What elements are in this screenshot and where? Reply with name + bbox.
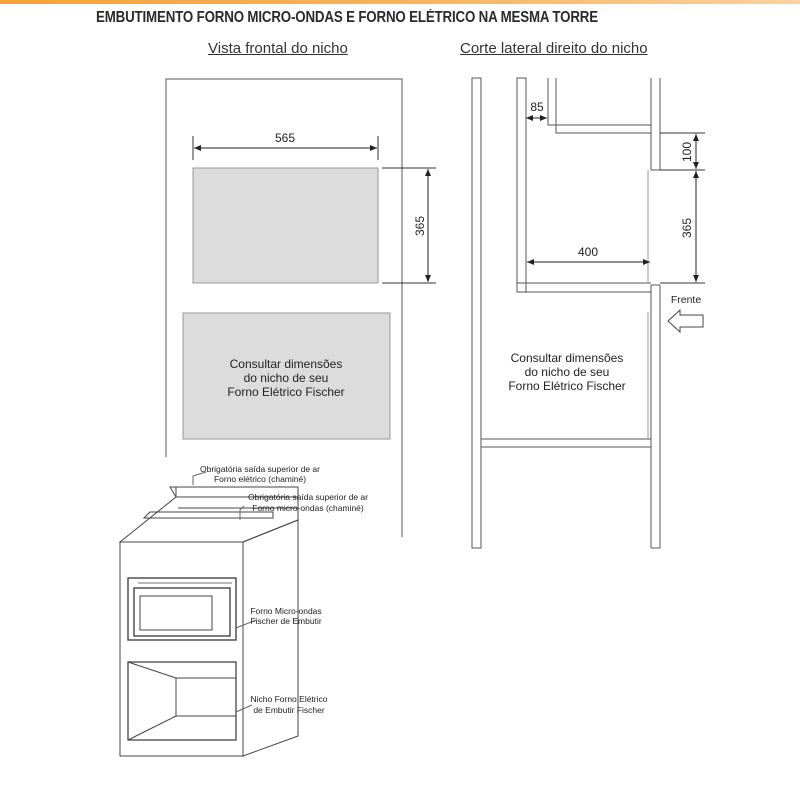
microwave-niche-panel xyxy=(193,168,378,283)
oven-exhaust-label-1: Obrigatória saída superior de ar xyxy=(199,464,321,474)
niche-label-1: Nicho Forno Elétrico xyxy=(250,694,328,704)
microwave-window xyxy=(140,596,212,630)
microwave-body xyxy=(128,578,236,640)
tower-front-face xyxy=(120,542,243,756)
tower-side-face xyxy=(243,520,298,756)
side-85-label: 85 xyxy=(530,100,544,114)
side-400-label: 400 xyxy=(577,245,599,259)
front-direction-arrow xyxy=(668,310,703,332)
side-100-label: 100 xyxy=(680,141,694,163)
microwave-label-1: Forno Micro-ondas xyxy=(250,606,322,616)
microwave-back-panel xyxy=(517,78,526,292)
side-365-label: 365 xyxy=(680,217,694,239)
page-title: EMBUTIMENTO FORNO MICRO-ONDAS E FORNO ELÉTRICO NA MESMA TORRE xyxy=(96,9,598,26)
microwave-label-2: Fischer de Embutir xyxy=(250,616,322,626)
side-view-heading: Corte lateral direito do nicho xyxy=(460,40,648,57)
oven-exhaust-label-2: Forno elétrico (chaminé) xyxy=(213,474,307,484)
side-section xyxy=(472,78,705,548)
side-oven-note-2: do nicho de seu xyxy=(524,365,610,379)
side-oven-note-3: Forno Elétrico Fischer xyxy=(508,379,626,393)
microwave-exhaust-label-1: Obrigatória saída superior de ar xyxy=(247,492,369,502)
side-back-wall xyxy=(472,78,481,548)
front-width-label: 565 xyxy=(274,131,296,145)
front-oven-note-3: Forno Elétrico Fischer xyxy=(227,385,345,399)
side-oven-note-1: Consultar dimensões xyxy=(510,351,624,365)
front-direction-label: Frente xyxy=(670,294,702,306)
front-oven-note-1: Consultar dimensões xyxy=(229,357,343,371)
oven-niche-opening xyxy=(128,662,236,740)
niche-label-2: de Embutir Fischer xyxy=(253,705,325,715)
front-view-heading: Vista frontal do nicho xyxy=(208,40,348,57)
microwave-exhaust-label-2: Forno micro-ondas (chaminé) xyxy=(252,503,364,513)
microwave-door xyxy=(134,588,230,636)
front-height-label: 365 xyxy=(413,215,427,237)
front-oven-note-2: do nicho de seu xyxy=(243,371,329,385)
